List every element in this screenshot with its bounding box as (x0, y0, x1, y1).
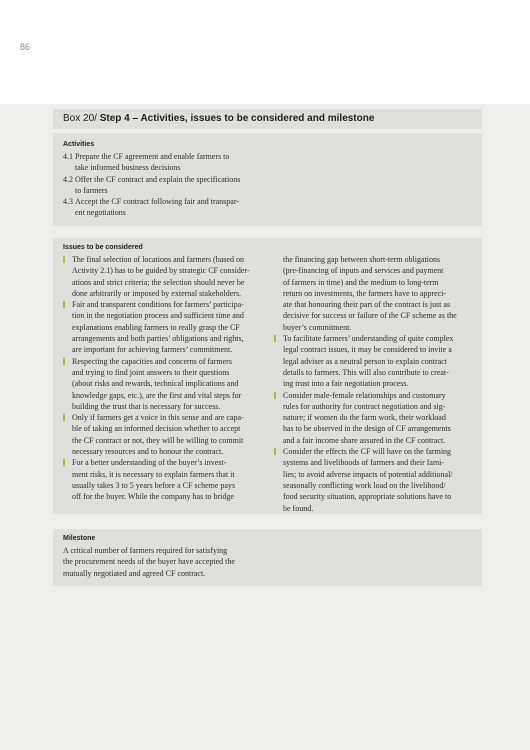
text-line: explanations enabling farmers to really grasp the CF (72, 322, 240, 332)
text-line: Respecting the capacities and concerns of farmers (72, 356, 232, 366)
text-line: Consider male-female relationships and customary (283, 390, 446, 400)
text-line: For a better understanding of the buyer’s invest- (72, 458, 227, 468)
milestone-heading: Milestone (63, 535, 96, 542)
box-title (53, 109, 482, 129)
activity-number: 4.3 (63, 197, 73, 207)
text-line: the procurement needs of the buyer have accepted the (63, 557, 235, 567)
text-line: ate that honouring their part of the contract is just as (283, 300, 451, 310)
text-line: legal adviser as a neutral person to explain contract (283, 356, 447, 366)
text-line: the CF contract or not, they will be willing to commit (72, 435, 244, 445)
text-line: seasonally conflicting work load on the livelihood/ (283, 480, 446, 490)
text-line: The final selection of locations and farmers (based on (72, 255, 244, 264)
issue-continuation (274, 254, 472, 333)
activity-number: 4.2 (63, 174, 73, 184)
text-line: ations and strict criteria; the selection should never be (72, 277, 245, 287)
text-line: To facilitate farmers’ understanding of quite complex (283, 334, 454, 344)
text-line: (about risks and rewards, technical implications and (72, 379, 239, 389)
text-line: are important for achieving farmers’ commitment. (72, 345, 233, 355)
text-line: done arbitrarily or imposed by external stakeholders. (72, 288, 242, 298)
page-number: 86 (20, 42, 31, 52)
text-line: Only if farmers get a voice in this sense and are capa- (72, 413, 244, 423)
issue-bullet-item (274, 333, 472, 389)
activities-list (63, 151, 472, 219)
issue-bullet-item (274, 446, 472, 514)
issues-right-column (274, 254, 472, 514)
activity-item (63, 151, 472, 174)
text-line: legal contract issues, it may be considered to invite a (283, 345, 452, 355)
issue-bullet-item (274, 390, 472, 446)
text-line: knowledge gaps, etc.), are the first and vital steps for (72, 390, 242, 400)
text-line: ent negotiations (75, 208, 126, 218)
text-line: off for the buyer. While the company has to bridge (72, 492, 234, 502)
text-line: details to farmers. This will also contribute to creat- (283, 367, 449, 377)
bullet-marker-icon (274, 335, 276, 342)
text-line: necessary resources and to honour the contract. (72, 447, 224, 457)
text-line: lies; to avoid adverse impacts of potential additional/ (283, 469, 453, 479)
text-line: has to be observed in the design of CF arrangements (283, 424, 451, 434)
text-line: food security situation, appropriate solutions have to (283, 492, 452, 502)
issues-panel (53, 238, 482, 514)
text-line: A critical number of farmers required for satisfying (63, 546, 228, 555)
box-heading: Step 4 – Activities, issues to be considered and milestone (99, 113, 375, 124)
text-line: Activity 2.1) has to be guided by strategic CF consider- (72, 266, 250, 276)
issue-bullet-item (63, 254, 261, 299)
text-line: ing trust into a fair negotiation process. (283, 379, 409, 389)
text-line: Offer the CF contract and explain the specifications (75, 174, 241, 184)
text-line: and trying to find joint answers to their questions (72, 367, 230, 377)
bullet-marker-icon (63, 459, 65, 466)
text-line: and a fair income share assured in the CF contract. (283, 435, 446, 445)
activities-panel (53, 133, 482, 226)
milestone-text (63, 545, 472, 579)
text-line: (pre-financing of inputs and services and payment (283, 266, 444, 276)
issues-columns (63, 254, 472, 514)
text-line: take informed business decisions (75, 163, 181, 173)
text-line: to farmers (75, 185, 108, 195)
text-line: Accept the CF contract following fair and transpar- (75, 197, 240, 207)
text-line: ment risks, it is necessary to explain farmers that it (72, 469, 235, 479)
issue-bullet-item (63, 356, 261, 412)
text-line: systems and livelihoods of farmers and their fami- (283, 458, 445, 468)
text-line: the financing gap between short-term obligations (283, 255, 441, 264)
text-line: return on investments, the farmers have to appreci- (283, 288, 447, 298)
text-line: building the trust that is necessary for success. (72, 401, 221, 411)
bullet-marker-icon (63, 256, 65, 263)
issues-heading: Issues to be considered (63, 244, 143, 251)
bullet-marker-icon (274, 392, 276, 399)
issue-bullet-item (63, 299, 261, 355)
text-line: decisive for success or failure of the CF scheme as the (283, 311, 457, 321)
text-line: Fair and transparent conditions for farmers’ participa- (72, 300, 244, 310)
text-line: tion in the negotiation process and sufficient time and (72, 311, 244, 321)
text-line: usually takes 3 to 5 years before a CF scheme pays (72, 480, 236, 490)
text-line: mutually negotiated and agreed CF contract. (63, 568, 206, 578)
text-line: buyer’s commitment. (283, 322, 352, 332)
activities-heading: Activities (63, 141, 95, 148)
activity-number: 4.1 (63, 152, 73, 161)
bullet-marker-icon (63, 358, 65, 365)
text-line: Prepare the CF agreement and enable farmers to (75, 152, 230, 161)
activity-item (63, 174, 472, 197)
bullet-marker-icon (274, 448, 276, 455)
activity-item (63, 196, 472, 219)
issue-bullet-item (63, 412, 261, 457)
text-line: arrangements and both parties’ obligations and rights, (72, 334, 244, 344)
issues-left-column (63, 254, 261, 514)
text-line: rules for authority for contract negotiation and sig- (283, 401, 446, 411)
box-number: Box 20/ (63, 113, 97, 124)
bullet-marker-icon (63, 414, 65, 421)
text-line: Consider the effects the CF will have on the farming (283, 447, 452, 457)
text-line: of farmers in time) and the medium to long-term (283, 277, 439, 287)
milestone-panel (53, 529, 482, 586)
text-line: be found. (283, 503, 314, 513)
issue-bullet-item (63, 457, 261, 502)
text-line: nature; if women do the farm work, their workload (283, 413, 446, 423)
text-line: ble of taking an informed decision whether to accept (72, 424, 241, 434)
bullet-marker-icon (63, 301, 65, 308)
